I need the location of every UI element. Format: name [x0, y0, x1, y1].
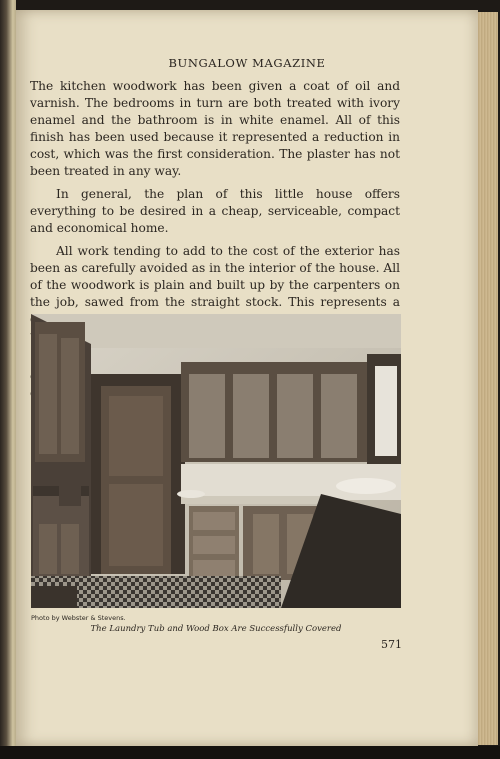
photo-credit: Photo by Webster & Stevens.	[31, 614, 126, 622]
laundry-room-illustration	[31, 314, 401, 608]
photo-caption: The Laundry Tub and Wood Box Are Successfully Covered	[90, 624, 342, 634]
running-header: BUNGALOW MAGAZINE	[168, 56, 326, 70]
paragraph-kitchen-woodwork: The kitchen woodwork has been given a coat of oil and varnish. The bedrooms in turn are both treated with ivory enamel and the bathroom is in white enamel. All of this finish has been used because it represented a reduction in cost, which was the first consideration. The plaster has not been treated in any way.	[30, 79, 400, 178]
bottom-shadow	[0, 746, 500, 759]
book-spine	[0, 0, 16, 759]
page-edges	[478, 12, 498, 745]
paragraph-exterior-cost: All work tending to add to the cost of the exterior has been as carefully avoided as in the interior of the house. All of the woodwork is plain and built up by the carpenters on the job, sawed from the straight stock. This represents a	[30, 244, 400, 309]
page-number: 571	[381, 638, 402, 651]
paragraph-plan-summary: In general, the plan of this little house offers everything to be desired in a cheap, serviceable, compact and economical home.	[30, 187, 400, 235]
laundry-room-photo	[31, 314, 401, 608]
